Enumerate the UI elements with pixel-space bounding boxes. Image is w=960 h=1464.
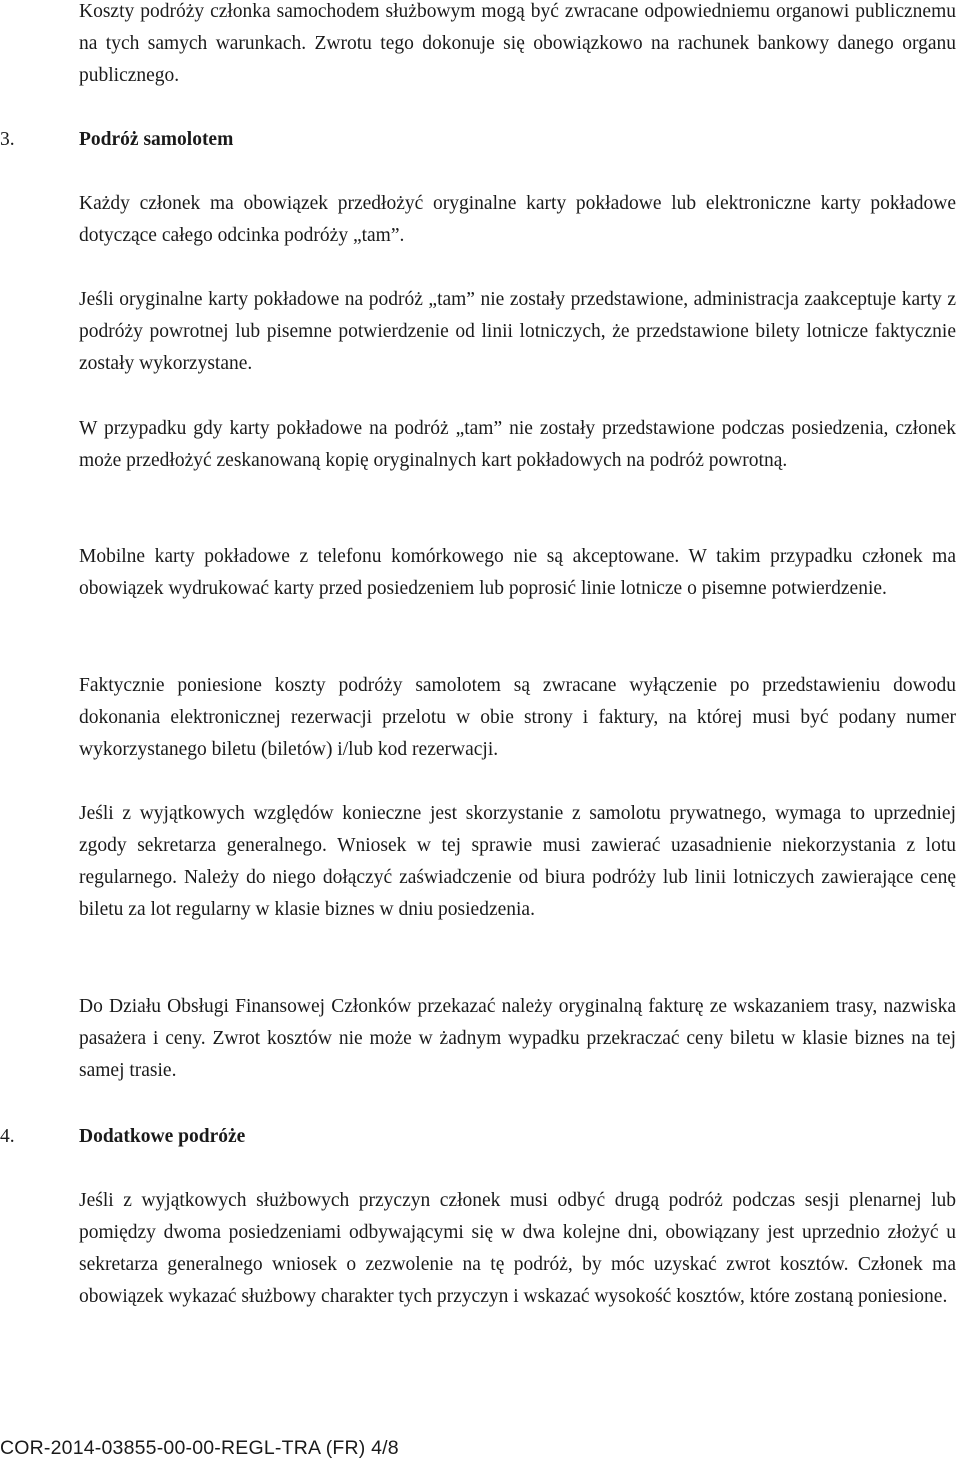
section-number: 4. <box>0 1126 15 1147</box>
paragraph: Jeśli oryginalne karty pokładowe na podróż „tam” nie zostały przedstawione, administracja zaakceptuje karty z podróży powrotnej lub pisemne potwierdzenie od linii lotniczych, że przedstawione bilety lotnicze faktycznie zostały wykorzystane. <box>79 289 956 374</box>
paragraph: W przypadku gdy karty pokładowe na podróż „tam” nie zostały przedstawione podczas posiedzenia, członek może przedłożyć zeskanowaną kopię oryginalnych kart pokładowych na podróż powrotną. <box>79 418 956 471</box>
paragraph: Jeśli z wyjątkowych służbowych przyczyn członek musi odbyć drugą podróż podczas sesji plenarnej lub pomiędzy dwoma posiedzeniami odbywającymi się w dwa kolejne dni, obowiązany jest uprzednio złożyć u sekretarza generalnego wniosek o zezwolenie na tę podróż, by móc uzyskać zwrot kosztów. Członek ma obowiązek wykazać służbowy charakter tych przyczyn i wskazać wysokość kosztów, które zostaną poniesione. <box>79 1190 956 1307</box>
section-title: Dodatkowe podróże <box>79 1126 246 1147</box>
paragraph-intro: Koszty podróży członka samochodem służbowym mogą być zwracane odpowiedniemu organowi publicznemu na tych samych warunkach. Zwrotu tego dokonuje się obowiązkowo na rachunek bankowy danego organu publicznego. <box>79 1 956 86</box>
section-title: Podróż samolotem <box>79 129 234 150</box>
section-number: 3. <box>0 129 15 150</box>
section-heading-3 <box>0 124 960 156</box>
section-heading-4 <box>0 1121 960 1153</box>
paragraph: Faktycznie poniesione koszty podróży samolotem są zwracane wyłączenie po przedstawieniu dowodu dokonania elektronicznej rezerwacji przelotu w obie strony i faktury, na której musi być podany numer wykorzystanego biletu (biletów) i/lub kod rezerwacji. <box>79 675 956 760</box>
paragraph: Mobilne karty pokładowe z telefonu komórkowego nie są akceptowane. W takim przypadku członek ma obowiązek wydrukować karty przed posiedzeniem lub poprosić linie lotnicze o pisemne potwierdzenie. <box>79 546 956 599</box>
footer-doc-reference: COR-2014-03855-00-00-REGL-TRA (FR) 4/8 <box>0 1437 399 1459</box>
paragraph: Do Działu Obsługi Finansowej Członków przekazać należy oryginalną fakturę ze wskazaniem trasy, nazwiska pasażera i ceny. Zwrot kosztów nie może w żadnym wypadku przekraczać ceny biletu w klasie biznes na tej samej trasie. <box>79 996 956 1081</box>
paragraph: Każdy członek ma obowiązek przedłożyć oryginalne karty pokładowe lub elektroniczne karty pokładowe dotyczące całego odcinka podróży „tam”. <box>79 193 956 246</box>
paragraph: Jeśli z wyjątkowych względów konieczne jest skorzystanie z samolotu prywatnego, wymaga to uprzedniej zgody sekretarza generalnego. Wniosek w tej sprawie musi zawierać uzasadnienie niekorzystania z lotu regularnego. Należy do niego dołączyć zaświadczenie od biura podróży lub linii lotniczych zawierające cenę biletu za lot regularny w klasie biznes w dniu posiedzenia. <box>79 803 956 920</box>
